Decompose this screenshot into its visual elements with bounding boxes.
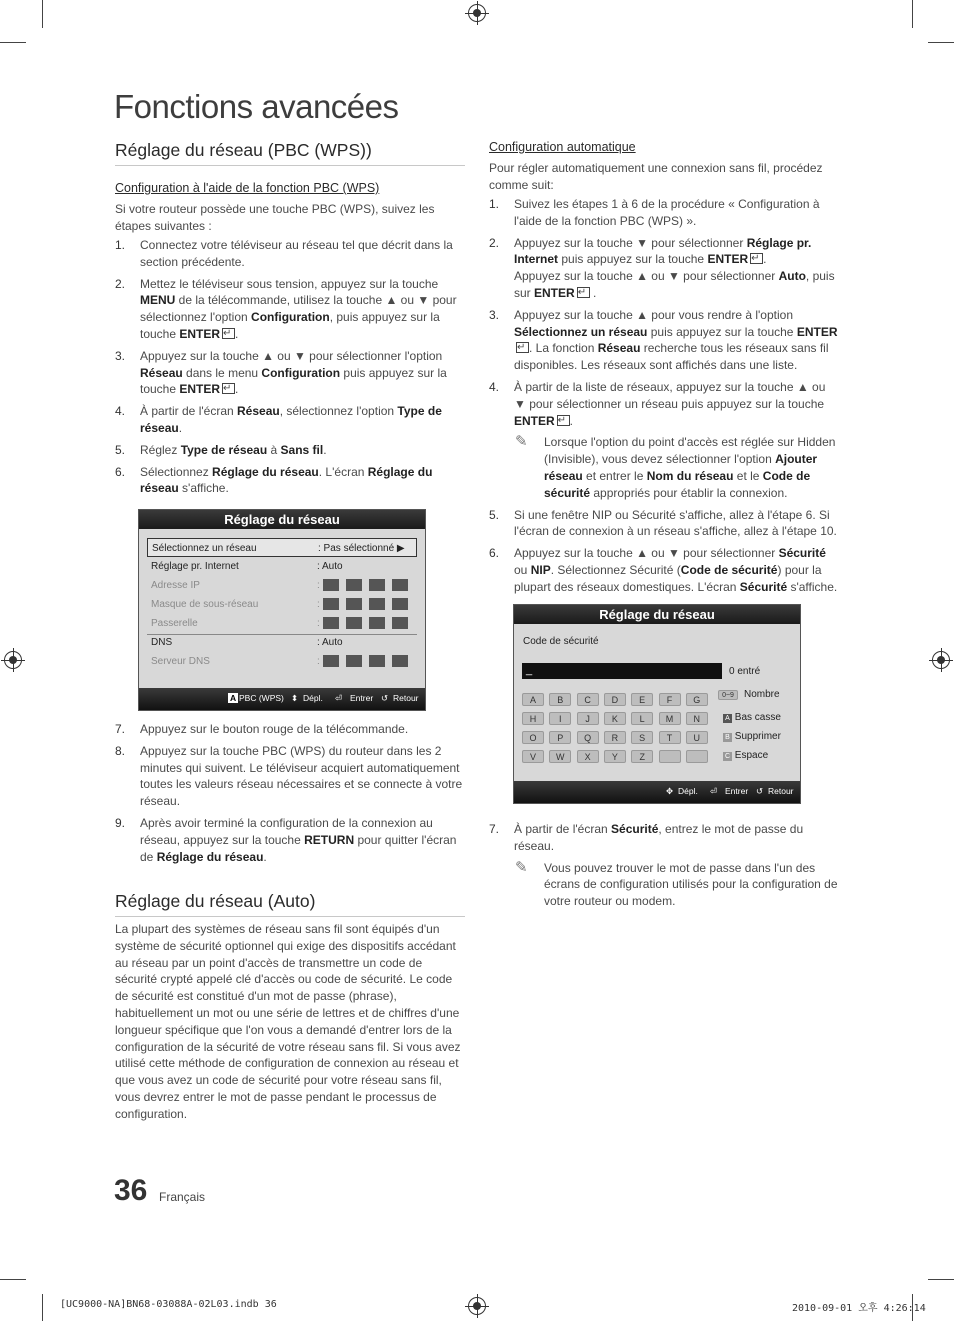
crop-mark	[912, 0, 913, 28]
row-value: :	[317, 618, 320, 629]
network-row[interactable]	[147, 633, 417, 652]
list-item: 4. À partir de la liste de réseaux, appuyez sur la touche ▲ ou ▼ pour sélectionner un réseau puis appuyez sur la touche ENTER↵ .	[489, 379, 839, 429]
network-row	[147, 652, 417, 671]
right-steps	[489, 196, 839, 601]
network-row[interactable]	[147, 557, 417, 576]
row-value: : Pas sélectionné ▶	[318, 543, 405, 554]
enter-icon: ⏎	[710, 786, 718, 796]
registration-mark-icon	[468, 4, 486, 22]
registration-mark-icon	[4, 651, 22, 669]
steps-list-2	[115, 721, 465, 870]
section-heading-auto: Réglage du réseau (Auto)	[115, 891, 465, 917]
list-item: 3. Appuyez sur la touche ▲ ou ▼ pour sélectionner l'option Réseau dans le menu Configuration puis appuyez sur la touche ENTER↵ .	[115, 348, 465, 398]
char-count: 0 entré	[729, 666, 761, 677]
network-row[interactable]	[147, 538, 417, 557]
print-timestamp: 2010-09-01 오후 4:26:14	[792, 1303, 926, 1314]
return-icon: ↺	[756, 786, 764, 796]
list-item: 8. Appuyez sur la touche PBC (WPS) du routeur dans les 2 minutes qui suivent. Le téléviseur acquiert automatiquement toutes les valeurs réseau nécessaires et se connecte à votre réseau.	[115, 743, 463, 809]
print-slug: [UC9000-NA]BN68-03088A-02L03.indb 36	[60, 1299, 277, 1310]
move-label: Dépl.	[678, 786, 698, 796]
keyboard-key[interactable]: F	[659, 693, 681, 706]
list-item: 7. Appuyez sur le bouton rouge de la télécommande.	[115, 722, 409, 736]
keyboard-key[interactable]: Y	[604, 750, 626, 763]
note-item: ✎ Vous pouvez trouver le mot de passe dans l'un des écrans de configuration utilisés pour la configuration de votre routeur ou modem.	[515, 858, 838, 909]
lowercase-option[interactable]: A Bas casse	[723, 712, 781, 723]
delete-option[interactable]: B Supprimer	[723, 731, 781, 742]
list-item: 7. À partir de l'écran Sécurité, entrez le mot de passe du réseau.	[489, 822, 804, 853]
keyboard-key[interactable]: G	[686, 693, 708, 706]
return-label: Retour	[768, 786, 794, 796]
keyboard-key[interactable]: I	[549, 712, 571, 725]
list-item: 2. Mettez le téléviseur sous tension, appuyez sur la touche MENU de la télécommande, utilisez la touche ▲ ou ▼ pour sélectionnez l'option Configuration, puis appuyez sur la touche ENTER↵ .	[115, 276, 465, 343]
row-label: Sélectionnez un réseau	[152, 543, 257, 554]
registration-mark-icon	[932, 651, 950, 669]
list-item: 6. Sélectionnez Réglage du réseau. L'écran Réglage du réseau s'affiche.	[115, 464, 433, 496]
divider	[147, 634, 417, 635]
keyboard-key[interactable]: V	[522, 750, 544, 763]
screen-title: Réglage du réseau	[139, 510, 425, 529]
row-label: Réglage pr. Internet	[151, 561, 239, 572]
security-code-input[interactable]: _	[522, 663, 722, 679]
keyboard-key[interactable]	[659, 750, 681, 763]
keyboard-key[interactable]: X	[577, 750, 599, 763]
move-icon: ⬍	[291, 693, 299, 703]
row-label: Serveur DNS	[151, 656, 210, 667]
number-label: Nombre	[744, 689, 780, 700]
row-value: :	[317, 599, 320, 610]
enter-label: Entrer	[725, 786, 749, 796]
keyboard-key[interactable]: E	[631, 693, 653, 706]
screen-footer	[139, 688, 425, 710]
right-steps-7	[489, 821, 839, 915]
a-button-icon: A	[230, 693, 237, 703]
network-setup-screen	[138, 509, 426, 711]
keyboard-key[interactable]: B	[549, 693, 571, 706]
pbc-label: PBC (WPS)	[239, 693, 284, 703]
row-label: Passerelle	[151, 618, 198, 629]
return-icon: ↺	[381, 693, 389, 703]
list-item: 9. Après avoir terminé la configuration de la connexion au réseau, appuyez sur la touche RETURN pour quitter l'écran de Réglage du réseau.	[115, 815, 457, 864]
keyboard-key[interactable]: U	[686, 731, 708, 744]
right-intro: Pour régler automatiquement une connexion sans fil, procédez comme suit:	[489, 161, 823, 192]
enter-icon: ⏎	[335, 693, 343, 703]
keyboard-key[interactable]: J	[577, 712, 599, 725]
crop-mark	[928, 42, 954, 43]
list-item: 5. Si une fenêtre NIP ou Sécurité s'affiche, allez à l'étape 6. Si l'écran de connexion à un réseau s'affiche, allez à l'étape 10.	[489, 507, 837, 539]
keyboard-key[interactable]: A	[522, 693, 544, 706]
keyboard-key[interactable]	[686, 750, 708, 763]
keyboard-key[interactable]: C	[577, 693, 599, 706]
keyboard-key[interactable]: T	[659, 731, 681, 744]
network-row	[147, 576, 417, 595]
list-item: 1. Connectez votre téléviseur au réseau tel que décrit dans la section précédente.	[115, 238, 453, 269]
keyboard-key[interactable]: Q	[577, 731, 599, 744]
move-icon: ✥	[666, 786, 674, 796]
keyboard-key[interactable]: S	[631, 731, 653, 744]
crop-mark	[0, 42, 26, 43]
row-value: :	[317, 580, 320, 591]
registration-mark-icon	[468, 1297, 486, 1315]
row-label: Adresse IP	[151, 580, 200, 591]
row-label: DNS	[151, 637, 173, 648]
auto-paragraph: La plupart des systèmes de réseau sans fil sont équipés d'un système de sécurité optionnel qui exige des dispositifs accédant au réseau par un point d'accès de transmettre un code de sécurité crypté appelé clé d'accès ou code de sécurité. Le code de sécurité est constitué d'un mot de passe (phrase), habituellement un mot ou une série de lettres et de chiffres d'une longueur spécifique que l'on vous a demandé d'entrer lors de la configuration de la sécurité de votre réseau sans fil. Si vous avez utilisé cette méthode de configuration de connexion au réseau et que vous avez un code de sécurité pour votre réseau sans fil, vous devrez entrer le mot de passe pendant le processus de configuration.	[115, 922, 461, 1121]
subheading-auto: Configuration automatique	[489, 140, 636, 154]
list-item: 6. Appuyez sur la touche ▲ ou ▼ pour sélectionner Sécurité ou NIP. Sélectionnez Sécurité (Code de sécurité) pour la plupart des réseaux domestiques. L'écran Sécurité s'affiche.	[489, 546, 838, 594]
crop-mark	[42, 1294, 43, 1321]
list-item: 5. Réglez Type de réseau à Sans fil.	[115, 442, 327, 457]
crop-mark	[928, 1279, 954, 1280]
keyboard-key[interactable]: Z	[631, 750, 653, 763]
security-screen	[513, 604, 801, 804]
keyboard-key[interactable]: P	[549, 731, 571, 744]
note-item: ✎ Lorsque l'option du point d'accès est réglée sur Hidden (Invisible), vous devez sélectionner l'option Ajouter réseau et entrer le Nom du réseau et le Code de sécurité appropriés pour établir la connexion.	[515, 433, 836, 500]
keyboard-key[interactable]: O	[522, 731, 544, 744]
steps-list	[115, 237, 465, 502]
list-item: 3. Appuyez sur la touche ▲ pour vous rendre à l'option Sélectionnez un réseau puis appuyez sur la touche ENTER↵. La fonction Réseau recherche tous les réseaux sans fil disponibles. Les réseaux sont affichés dans une liste.	[489, 307, 839, 374]
list-item: 2. Appuyez sur la touche ▼ pour sélectionner Réglage pr. Internet puis appuyez sur la touche ENTER↵ . Appuyez sur la touche ▲ ou ▼ pour sélectionner Auto, puis sur ENTER↵ .	[489, 235, 839, 302]
number-mode-button[interactable]: 0~9	[718, 690, 738, 700]
screen-footer	[514, 781, 800, 803]
keyboard-key[interactable]: D	[604, 693, 626, 706]
crop-mark	[42, 0, 43, 28]
row-value: : Auto	[317, 637, 343, 648]
list-item: 1. Suivez les étapes 1 à 6 de la procédure « Configuration à l'aide de la fonction PBC (WPS) ».	[489, 197, 820, 228]
list-item: 4. À partir de l'écran Réseau, sélectionnez l'option Type de réseau.	[115, 404, 442, 435]
network-row	[147, 595, 417, 614]
note-pencil-icon: ✎	[515, 858, 528, 876]
security-label: Code de sécurité	[523, 636, 599, 647]
row-value: : Auto	[317, 561, 343, 572]
keyboard-key[interactable]: K	[604, 712, 626, 725]
keyboard-key[interactable]: W	[549, 750, 571, 763]
enter-label: Entrer	[350, 693, 374, 703]
move-label: Dépl.	[303, 693, 323, 703]
subheading-pbc: Configuration à l'aide de la fonction PBC (WPS)	[115, 181, 380, 195]
keyboard-key[interactable]: N	[686, 712, 708, 725]
keyboard-key[interactable]: R	[604, 731, 626, 744]
space-option[interactable]: C Espace	[724, 750, 769, 761]
page-number: 36	[114, 1174, 148, 1207]
intro-text: Si votre routeur possède une touche PBC (WPS), suivez les étapes suivantes :	[115, 202, 435, 233]
return-label: Retour	[393, 693, 419, 703]
row-value: :	[317, 656, 320, 667]
keyboard-key[interactable]: L	[631, 712, 653, 725]
keyboard-key[interactable]: H	[522, 712, 544, 725]
language-label: Français	[159, 1190, 206, 1204]
page-title: Fonctions avancées	[114, 88, 399, 125]
keyboard-key[interactable]: M	[659, 712, 681, 725]
note-pencil-icon: ✎	[515, 433, 528, 451]
crop-mark	[0, 1279, 26, 1280]
screen-title: Réglage du réseau	[514, 605, 800, 624]
row-label: Masque de sous-réseau	[151, 599, 259, 610]
section-heading-pbc: Réglage du réseau (PBC (WPS))	[115, 140, 465, 166]
network-row	[147, 614, 417, 633]
